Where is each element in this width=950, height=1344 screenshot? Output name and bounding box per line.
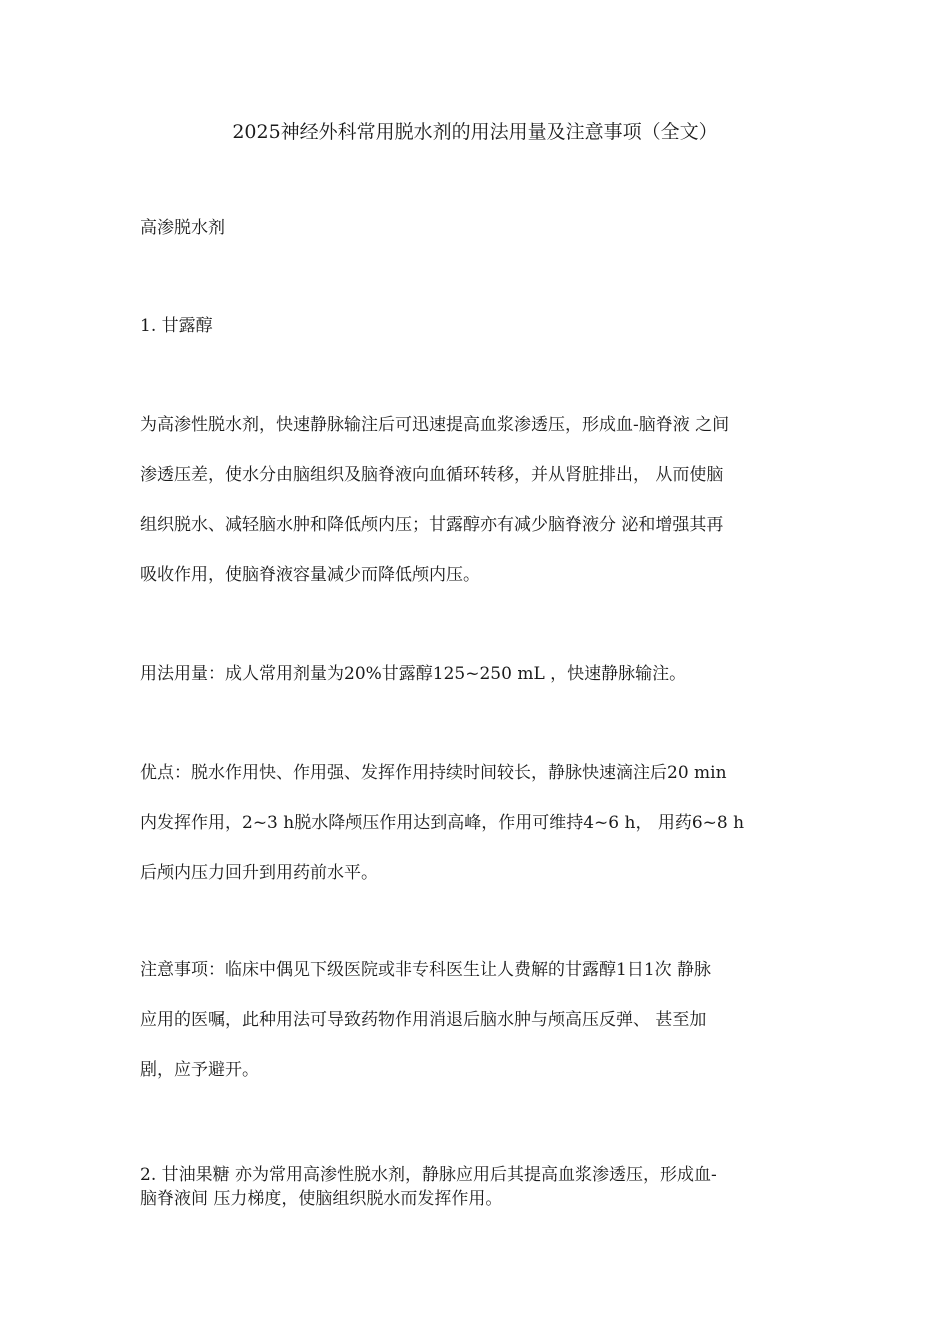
text-line: 吸收作用，使脑脊液容量减少而降低颅内压。 xyxy=(140,565,480,585)
text-line: 2. 甘油果糖 亦为常用高渗性脱水剂，静脉应用后其提高血浆渗透压，形成血- xyxy=(140,1165,717,1185)
paragraph-description xyxy=(140,408,815,608)
text-line: 剧，应予避开。 xyxy=(140,1060,259,1080)
document-title: 2025神经外科常用脱水剂的用法用量及注意事项（全文） xyxy=(232,121,718,143)
paragraph-advantages xyxy=(140,756,815,906)
text-line: 渗透压差，使水分由脑组织及脑脊液向血循环转移，并从肾脏排出， 从而使脑 xyxy=(140,465,724,485)
text-line: 后颅内压力回升到用药前水平。 xyxy=(140,863,378,883)
text-line: 为高渗性脱水剂，快速静脉输注后可迅速提高血浆渗透压，形成血-脑脊液 之间 xyxy=(140,415,730,435)
paragraph-cautions xyxy=(140,953,815,1103)
paragraph-usage-dosage xyxy=(140,657,815,707)
text-line: 应用的医嘱，此种用法可导致药物作用消退后脑水肿与颅高压反弹、 甚至加 xyxy=(140,1010,707,1030)
text-line: 组织脱水、减轻脑水肿和降低颅内压；甘露醇亦有减少脑脊液分 泌和增强其再 xyxy=(140,515,724,535)
item-glycerol-fructose xyxy=(140,1163,717,1211)
text-line: 优点：脱水作用快、作用强、发挥作用持续时间较长，静脉快速滴注后20 min xyxy=(140,763,727,783)
section-heading: 高渗脱水剂 xyxy=(140,218,225,238)
text-line: 用法用量：成人常用剂量为20%甘露醇125~250 mL ，快速静脉输注。 xyxy=(140,664,687,684)
text-line: 脑脊液间 压力梯度，使脑组织脱水而发挥作用。 xyxy=(140,1189,503,1209)
text-line: 注意事项：临床中偶见下级医院或非专科医生让人费解的甘露醇1日1次 静脉 xyxy=(140,960,712,980)
item-heading-mannitol: 1. 甘露醇 xyxy=(140,316,213,336)
text-line: 内发挥作用，2~3 h脱水降颅压作用达到高峰，作用可维持4~6 h， 用药6~8 h xyxy=(140,813,745,833)
